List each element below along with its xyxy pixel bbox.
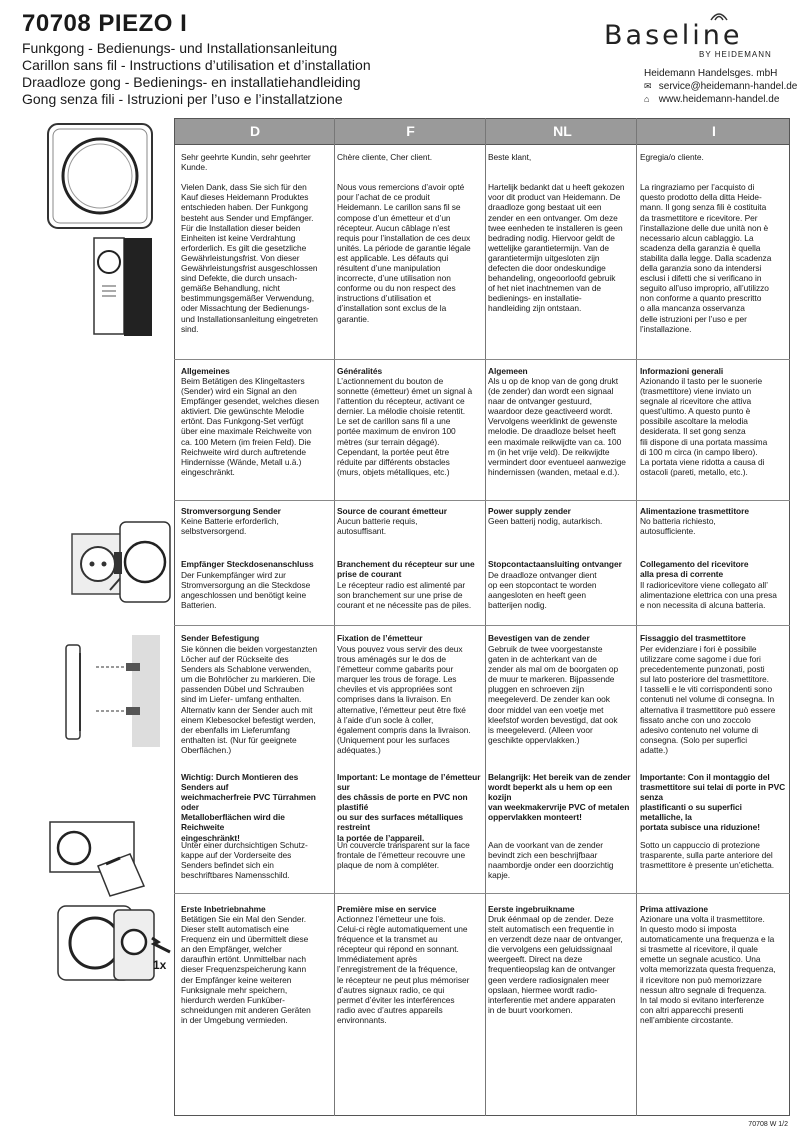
section-general-title-nl: Algemeen <box>488 366 528 376</box>
section-socket-i: Il radioricevitore viene collegato all’ alimentazione elettrica con una presa e non necessita di alcuna batteria. <box>640 580 777 611</box>
warning-f: Important: Le montage de l’émetteur sur des châssis de porte en PVC non plastifié ou sur des surfaces métalliques restreint la portée de l’appareil. <box>337 772 481 843</box>
section-power-f: Aucun batterie requis, autosuffisant. <box>337 516 418 537</box>
section-firstuse-i: Azionare una volta il trasmettitore. In questo modo si imposta automaticamente una frequenza e la si trasmette al ricevitore, il quale emette un segnale acustico. Una volta memorizzata questa frequenza, il ricevitore non può memorizzare nessun altro segnale di frequenza. In tal modo si evitano interferenze con altri apparecchi presenti nell’ambiente circostante. <box>640 914 776 1025</box>
brand-name: Baseline <box>604 20 743 51</box>
section-power-i: No batteria richiesto, autosufficiente. <box>640 516 716 537</box>
section-firstuse-title-nl: Eerste ingebruikname <box>488 904 575 914</box>
section-general-f: L’actionnement du bouton de sonnette (émetteur) émet un signal à l’attention du récepteur, activant ce dernier. La mélodie choisie retentit. Le set de carillon sans fil a une portée maximum de environ 100 mètres (sur terrain dégagé). Cependant, la portée peut être réduite par différents obstacles (murs, objets métalliques, etc.) <box>337 376 473 477</box>
section-intro-nl: Beste klant, Hartelijk bedankt dat u heeft gekozen voor dit product van Heidemann. De draadloze gong bestaat uit een zender en een ontvanger. Om deze twee eenheden te installeren is geen bedrading nodig. Hiervoor geldt de wettelijke garantietermijn. Van de garantietermijn uitgesloten zijn defecten die door ondeskundige behandeling, ongeoorloofd gebruik of het niet inachtnemen van de bedienings- en installatie- handleiding zijn ontstaan. <box>488 152 625 314</box>
brand-logo <box>604 20 789 64</box>
section-mounting-d: Sie können die beiden vorgestanzten Löcher auf der Rückseite des Senders als Schablone verwenden, um die Bohrlöcher zu markieren. Die passenden Dübel und Schrauben sind im Liefer- umfang enthalten. Alternativ kann der Sender auch mit einem Klebesockel befestigt werden, der ebenfalls im Lieferumfang enthalten ist. (Nur für geeignete Oberflächen.) <box>181 644 318 755</box>
section-mounting-title-f: Fixation de l’émetteur <box>337 633 423 643</box>
row-divider <box>174 625 790 626</box>
section-mounting-title-d: Sender Befestigung <box>181 633 260 643</box>
section-power-title-f: Source de courant émetteur <box>337 506 447 516</box>
section-socket-f: Le récepteur radio est alimenté par son branchement sur une prise de courant et ne nécessite pas de piles. <box>337 580 472 611</box>
section-nameplate-i: Sotto un cappuccio di protezione trasparente, sulla parte anteriore del trasmettitore è presente un’etichetta. <box>640 840 775 871</box>
section-mounting-f: Vous pouvez vous servir des deux trous aménagés sur le dos de l’émetteur comme gabarits pour marquer les trous de forage. Les cheviles et vis appropriées sont comprises dans la livraison. En alternative, l’émetteur peut être fixé à l’aide d’un socle à coller, également compris dans la livraison. (Uniquement pour les surfaces adéquates.) <box>337 644 471 755</box>
section-intro-f: Chère cliente, Cher client. Nous vous remercions d’avoir opté pour l’achat de ce produit Heidemann. Le carillon sans fil se compose d’un émetteur et d’un récepteur. Aucun câblage n’est requis pour l’installation de ces deux unités. La période de garantie légale est applicable. Les défauts qui résultent d’une manipulation incorrecte, d’une utilisation non conforme ou du non respect des instructions d’utilisation et d’installation sont exclus de la garantie. <box>337 152 471 324</box>
receiver-socket-illustration <box>70 516 172 620</box>
section-general-i: Azionando il tasto per le suonerie (trasmettitore) viene inviato un segnale al ricevitore che attiva quest’ultimo. A questo punto è possibile ascoltare la melodia desiderata. Il set gong senza fili dispone di una portata massima di 100 m circa (in campo libero). La portata viene ridotta a causa di ostacoli (pareti, metallo, etc.). <box>640 376 768 477</box>
table-header-row <box>174 118 790 145</box>
row-divider <box>174 500 790 501</box>
warning-i: Importante: Con il montaggio del trasmettitore sui telai di porte in PVC senza plastificanti o su superfici metalliche, la portata subisce una riduzione! <box>640 772 786 833</box>
signal-icon <box>708 8 730 22</box>
warning-nl: Belangrijk: Het bereik van de zender wordt beperkt als u hem op een kozijn van weekmakervrije PVC of metalen oppervlakken monteert! <box>488 772 631 823</box>
page-footer: 70708 W 1/2 <box>748 1121 788 1128</box>
column-header-nl: NL <box>553 123 572 139</box>
receiver-illustration <box>92 236 156 340</box>
row-divider <box>174 359 790 360</box>
column-header-i: I <box>712 123 716 139</box>
subtitle-fr: Carillon sans fil - Instructions d’utilisation et d’installation <box>22 57 371 73</box>
contact-email[interactable] <box>644 81 797 92</box>
name-plate-illustration <box>48 818 148 898</box>
press-once-label: 1x <box>153 958 167 972</box>
section-intro-d: Sehr geehrte Kundin, sehr geehrter Kunde. Vielen Dank, dass Sie sich für den Kauf dieses Heidemann Produktes entschieden haben. Der Funkgong besteht aus Sender und Empfänger. Für die Installation dieser beiden Einheiten ist keine Verdrahtung erforderlich. Es gilt die gesetzliche Gewährleistungsfrist. Von dieser Gewährleistungsfrist ausgeschlossen sind Defekte, die durch unsach- gemäße Behandlung, nicht bestimmungsgemäßer Verwendung, oder Missachtung der Bedienungs- und Installationsanleitung eingetreten sind. <box>181 152 318 334</box>
company-name: Heidemann Handelsges. mbH <box>644 68 778 79</box>
section-nameplate-d: Unter einer durchsichtigen Schutz- kappe auf der Vorderseite des Senders befindet sich ein beschriftbares Namensschild. <box>181 840 308 881</box>
first-operation-illustration <box>54 902 172 992</box>
section-firstuse-title-i: Prima attivazione <box>640 904 709 914</box>
section-socket-title-nl: Stopcontactaansluiting ontvanger <box>488 559 622 569</box>
section-power-d: Keine Batterie erforderlich, selbstversorgend. <box>181 516 279 537</box>
transmitter-mounting-illustration <box>62 633 162 749</box>
row-divider <box>174 893 790 894</box>
column-header-d: D <box>249 123 261 139</box>
section-firstuse-d: Betätigen Sie ein Mal den Sender. Dieser stellt automatisch eine Frequenz ein und übermittelt diese an den Empfänger, welcher daraufhin ertönt. Unmittelbar nach dieser Frequenzspeicherung kann der Empfänger keine weiteren Funksignale mehr speichern, hierdurch werden Funküber- schneidungen mit anderen Geräten in der Umgebung vermieden. <box>181 914 311 1025</box>
subtitle-de: Funkgong - Bedienungs- und Installationsanleitung <box>22 40 338 56</box>
section-firstuse-title-d: Erste Inbetriebnahme <box>181 904 266 914</box>
section-firstuse-nl: Druk éénmaal op de zender. Deze stelt automatisch een frequentie in en verzendt deze naar de ontvanger, die vervolgens een geluidssignaal weergeeft. Direct na deze frequentieopslag kan de ontvanger geen verdere radiosignalen meer opslaan, hiermee wordt radio- interferentie met andere apparaten in de buurt voorkomen. <box>488 914 623 1015</box>
section-socket-title-d: Empfänger Steckdosenanschluss <box>181 559 314 569</box>
column-divider <box>334 118 335 1116</box>
section-socket-nl: De draadloze ontvanger dient op een stopcontact te worden aangesloten en heeft geen batterijen nodig. <box>488 570 597 611</box>
subtitle-nl: Draadloze gong - Bedienings- en installatiehandleiding <box>22 74 361 90</box>
transmitter-front-illustration <box>44 120 156 232</box>
section-power-nl: Geen batterij nodig, autarkisch. <box>488 516 603 526</box>
section-nameplate-f: Un couvercle transparent sur la face frontale de l’émetteur recouvre une plaque de nom à compléter. <box>337 840 470 871</box>
section-mounting-i: Per evidenziare i fori è possibile utilizzare come sagome i due fori precedentemente punzonati, posti sul lato posteriore del trasmettitore. I tasselli e le viti corrispondenti sono contenuti nel volume di consegna. In alternativa il trasmettitore può essere fissato anche con uno zoccolo adesivo contenuto nel volume di consegna. (Solo per superfici adatte.) <box>640 644 776 755</box>
brand-tagline: BY HEIDEMANN <box>699 50 772 59</box>
globe-icon: ⌂ <box>644 94 650 104</box>
column-divider <box>636 118 637 1116</box>
email-text[interactable]: service@heidemann-handel.de <box>658 81 798 92</box>
envelope-icon: ✉ <box>644 81 652 91</box>
contact-website[interactable] <box>644 94 779 105</box>
section-intro-i: Egregia/o cliente. La ringraziamo per l’acquisto di questo prodotto della ditta Heide- mann. Il gong senza fili è costituita da trasmettitore e ricevitore. Per l’installazione delle due unità non è necessario alcun cablaggio. La scadenza della garanzia è quella stabilita dalla legge. Dalla scadenza della garanzia sono da intendersi esclusi i difetti che si verificano in seguito all’uso improprio, all’utilizzo non conforme a quanto prescritto o alla mancanza osservanza delle istruzioni per l’uso e per l’installazione. <box>640 152 772 334</box>
section-power-title-nl: Power supply zender <box>488 506 571 516</box>
column-divider <box>485 118 486 1116</box>
section-mounting-title-nl: Bevestigen van de zender <box>488 633 590 643</box>
section-nameplate-nl: Aan de voorkant van de zender bevindt zich een beschrijfbaar naambordje onder een doorzichtig kapje. <box>488 840 614 881</box>
section-socket-d: Der Funkempfänger wird zur Stromversorgung an die Steckdose angeschlossen und benötigt keine Batterien. <box>181 570 311 611</box>
section-socket-title-i: Collegamento del ricevitore alla presa di corrente <box>640 559 749 580</box>
section-firstuse-title-f: Première mise en service <box>337 904 437 914</box>
section-mounting-title-i: Fissaggio del trasmettitore <box>640 633 746 643</box>
website-text[interactable]: www.heidemann-handel.de <box>658 94 780 105</box>
section-socket-title-f: Branchement du récepteur sur une prise de courant <box>337 559 475 580</box>
section-mounting-nl: Gebruik de twee voorgestanste gaten in de achterkant van de zender als mal om de boorgaten op de muur te markeren. Bijpassende pluggen en schroeven zijn meegeleverd. De zender kan ook door middel van een voetje met kleefstof worden bevestigd, dat ook is meegeleverd. (Alleen voor geschikte oppervlakken.) <box>488 644 619 745</box>
column-header-f: F <box>406 123 415 139</box>
section-general-d: Beim Betätigen des Klingeltasters (Sender) wird ein Signal an den Empfänger gesendet, welches diesen aktiviert. Die gewünschte Melodie ertönt. Das Funkgong-Set verfügt über eine maximale Reichweite von ca. 100 Metern (im freien Feld). Die Reichweite wird durch auftretende Hindernisse (Wände, Metall u.ä.) eingeschränkt. <box>181 376 319 477</box>
section-general-title-d: Allgemeines <box>181 366 230 376</box>
page-title: 70708 PIEZO I <box>22 10 188 37</box>
section-general-nl: Als u op de knop van de gong drukt (de zender) dan wordt een signaal naar de ontvanger gestuurd, waardoor deze geactiveerd wordt. Vervolgens weerklinkt de gewenste melodie. De draadloze belset heeft een maximale reikwijdte van ca. 100 m (in het vrije veld). De reikwijdte vermindert door eventueel aanwezige hindernissen (wanden, metaal e.d.). <box>488 376 626 477</box>
subtitle-it: Gong senza fili - Istruzioni per l’uso e l’installatzione <box>22 91 343 107</box>
warning-d: Wichtig: Durch Montieren des Senders auf weichmacherfreie PVC Türrahmen oder Metalloberflächen wird die Reichweite eingeschränkt! <box>181 772 316 843</box>
section-power-title-d: Stromversorgung Sender <box>181 506 281 516</box>
section-firstuse-f: Actionnez l’émetteur une fois. Celui-ci règle automatiquement une fréquence et la transmet au récepteur qui répond en sonnant. Immédiatement après l’enregistrement de la fréquence, le récepteur ne peut plus mémoriser d’autres signaux radio, ce qui permet d’éviter les interférences radio avec d’autres appareils environnants. <box>337 914 470 1025</box>
section-general-title-i: Informazioni generali <box>640 366 724 376</box>
section-power-title-i: Alimentazione trasmettitore <box>640 506 749 516</box>
section-general-title-f: Généralités <box>337 366 383 376</box>
